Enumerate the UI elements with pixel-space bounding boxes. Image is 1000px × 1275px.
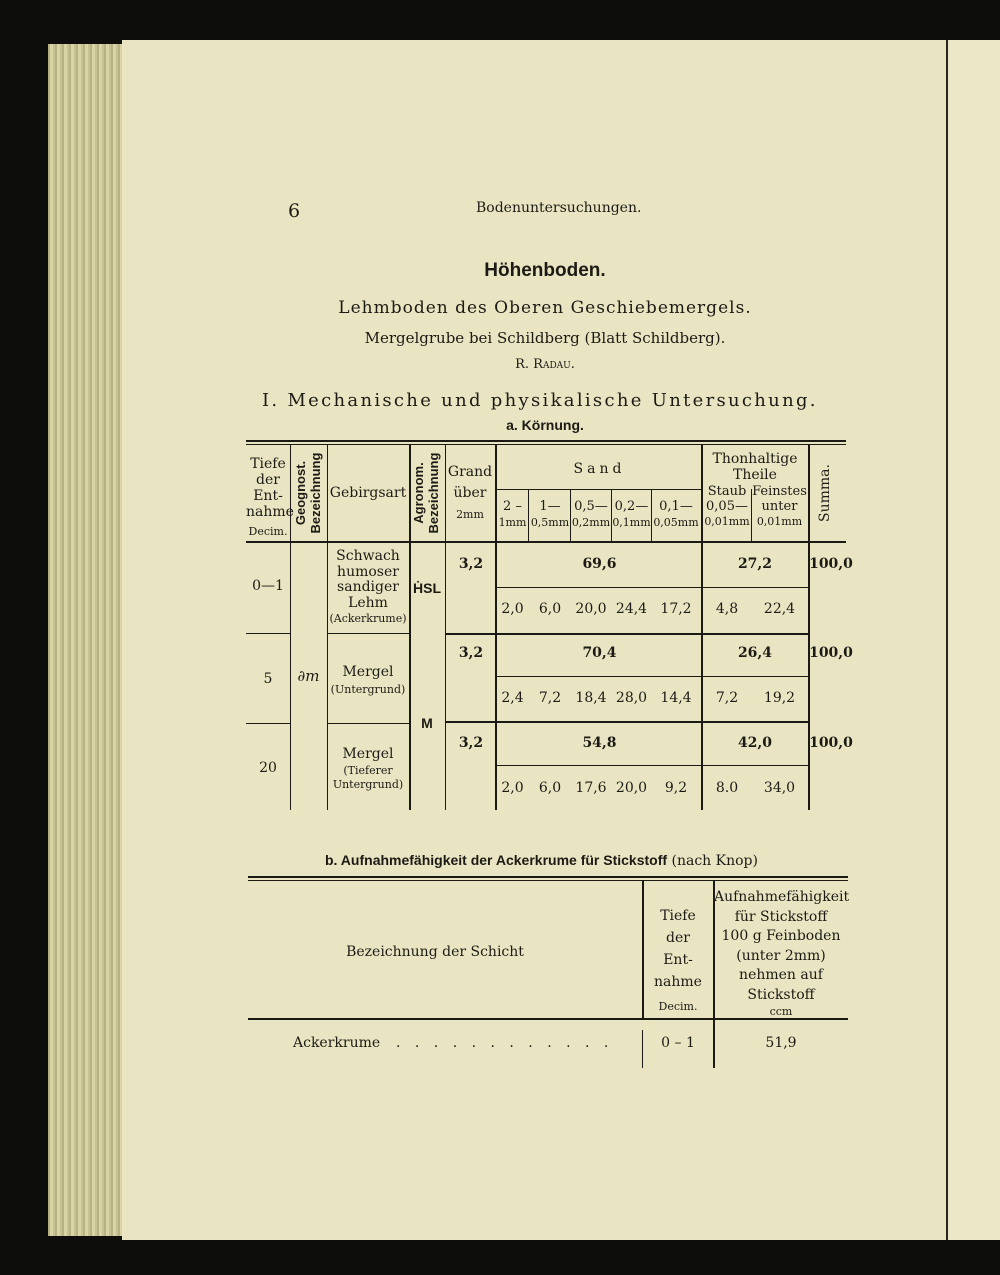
row1-sand-1: 2,0 (501, 601, 524, 617)
row-ackerkrume-name: Ackerkrume (293, 1035, 381, 1051)
section2-heading: b. Aufnahmefähigkeit der Ackerkrume für Stickstoff (nach Knop) (325, 852, 758, 869)
row3-sand-1: 2,0 (501, 780, 524, 796)
row1-sand-2: 6,0 (538, 601, 562, 617)
row2-sand-2: 7,2 (538, 690, 562, 706)
row2-feinstes: 19,2 (763, 690, 796, 706)
row2-grand: 3,2 (458, 645, 484, 661)
row3-sand-2: 6,0 (538, 780, 562, 796)
table-top-rule (246, 440, 846, 442)
row1-sand-5: 17,2 (660, 601, 692, 617)
row1-grand: 3,2 (458, 556, 484, 572)
book-page-edges (48, 44, 126, 1236)
sand-col-4-header: 0,2— 0,1mm (612, 499, 651, 529)
row2-sand-1: 2,4 (501, 690, 524, 706)
col-aufnahme-header: Aufnahmefähigkeit für Stickstoff 100 g Feinboden (unter 2mm) nehmen auf Stickstoff ccm (714, 889, 850, 1018)
row3-sand-5: 9,2 (664, 780, 688, 796)
col-tiefe-header: Tiefe der Ent- nahme Decim. (246, 456, 294, 538)
row2-thon-total: 26,4 (737, 645, 773, 661)
row2-tiefe: 5 (263, 671, 273, 687)
col-thon-header: Thonhaltige Theile (712, 451, 798, 483)
row-ackerkrume-tiefe: 0 – 1 (661, 1035, 695, 1051)
col-gebirgsart-header: Gebirgsart (329, 485, 407, 501)
geognost-value: ∂m (297, 667, 320, 685)
row3-sand-total: 54,8 (582, 735, 617, 751)
row2-summa: 100,0 (809, 645, 853, 661)
row-ackerkrume-value: 51,9 (765, 1035, 797, 1051)
col-feinstes-header: Feinstes unter 0,01mm (752, 484, 807, 528)
book-page (122, 40, 950, 1240)
col-tiefe-b-header: Tiefe der Ent- nahme Decim. (654, 908, 702, 1013)
row3-sand-4: 20,0 (615, 780, 648, 796)
row1-sand-3: 20,0 (575, 601, 607, 617)
section1-subheading: a. Körnung. (506, 417, 584, 433)
table-header-rule (246, 541, 846, 543)
row1-sand-4: 24,4 (615, 601, 648, 617)
sand-col-1-header: 2 – 1mm (498, 499, 527, 529)
row-ackerkrume-leader: . . . . . . . . . . . . (396, 1035, 614, 1051)
col-summa-header: Summa. (817, 464, 833, 522)
col-staub-header: Staub 0,05— 0,01mm (704, 484, 750, 528)
col-grand-header: Grand über 2mm (447, 464, 493, 521)
row2-sand-5: 14,4 (660, 690, 692, 706)
row3-feinstes: 34,0 (763, 780, 796, 796)
row2-gebirgsart: Mergel (Untergrund) (330, 664, 406, 696)
col-geognost-header: Geognost. Bezeichnung (293, 452, 323, 534)
row2-sand-3: 18,4 (575, 690, 607, 706)
row1-tiefe: 0—1 (252, 578, 284, 594)
col-schicht-header: Bezeichnung der Schicht (346, 944, 524, 960)
row1-gebirgsart: Schwach humoser sandiger Lehm (Ackerkrume) (329, 548, 407, 625)
table-b-top-rule (248, 876, 848, 878)
section1-heading: I. Mechanische und physikalische Untersuchung. (262, 390, 818, 411)
row3-agronom: M (421, 715, 433, 731)
running-title: Bodenuntersuchungen. (476, 200, 642, 216)
row3-sand-3: 17,6 (575, 780, 607, 796)
row3-summa: 100,0 (809, 735, 853, 751)
row1-sand-total: 69,6 (582, 556, 617, 572)
adjacent-page (946, 40, 1000, 1240)
row1-thon-total: 27,2 (737, 556, 773, 572)
row3-staub: 8.0 (715, 780, 739, 796)
row1-feinstes: 22,4 (763, 601, 796, 617)
main-title: Höhenboden. (484, 260, 606, 281)
row3-grand: 3,2 (458, 735, 484, 751)
sand-col-5-header: 0,1— 0,05mm (653, 499, 699, 529)
row2-sand-total: 70,4 (582, 645, 617, 661)
row1-summa: 100,0 (809, 556, 853, 572)
subtitle: Lehmboden des Oberen Geschiebemergels. (338, 298, 752, 318)
row3-thon-total: 42,0 (737, 735, 773, 751)
col-agronom-header: Agronom. Bezeichnung (411, 452, 441, 534)
row3-tiefe: 20 (259, 760, 277, 776)
sand-col-2-header: 1— 0,5mm (530, 499, 570, 529)
row1-staub: 4,8 (715, 601, 739, 617)
page-number: 6 (288, 200, 301, 222)
row1-agronom: ḢSL (413, 580, 441, 596)
sand-col-3-header: 0,5— 0,2mm (571, 499, 611, 529)
row2-sand-4: 28,0 (615, 690, 648, 706)
row3-gebirgsart: Mergel (Tieferer Untergrund) (332, 746, 404, 791)
location-line: Mergelgrube bei Schildberg (Blatt Schildberg). (364, 329, 726, 347)
col-sand-header: Sand (573, 461, 626, 477)
row2-staub: 7,2 (715, 690, 739, 706)
author: R. Radau. (515, 357, 575, 372)
